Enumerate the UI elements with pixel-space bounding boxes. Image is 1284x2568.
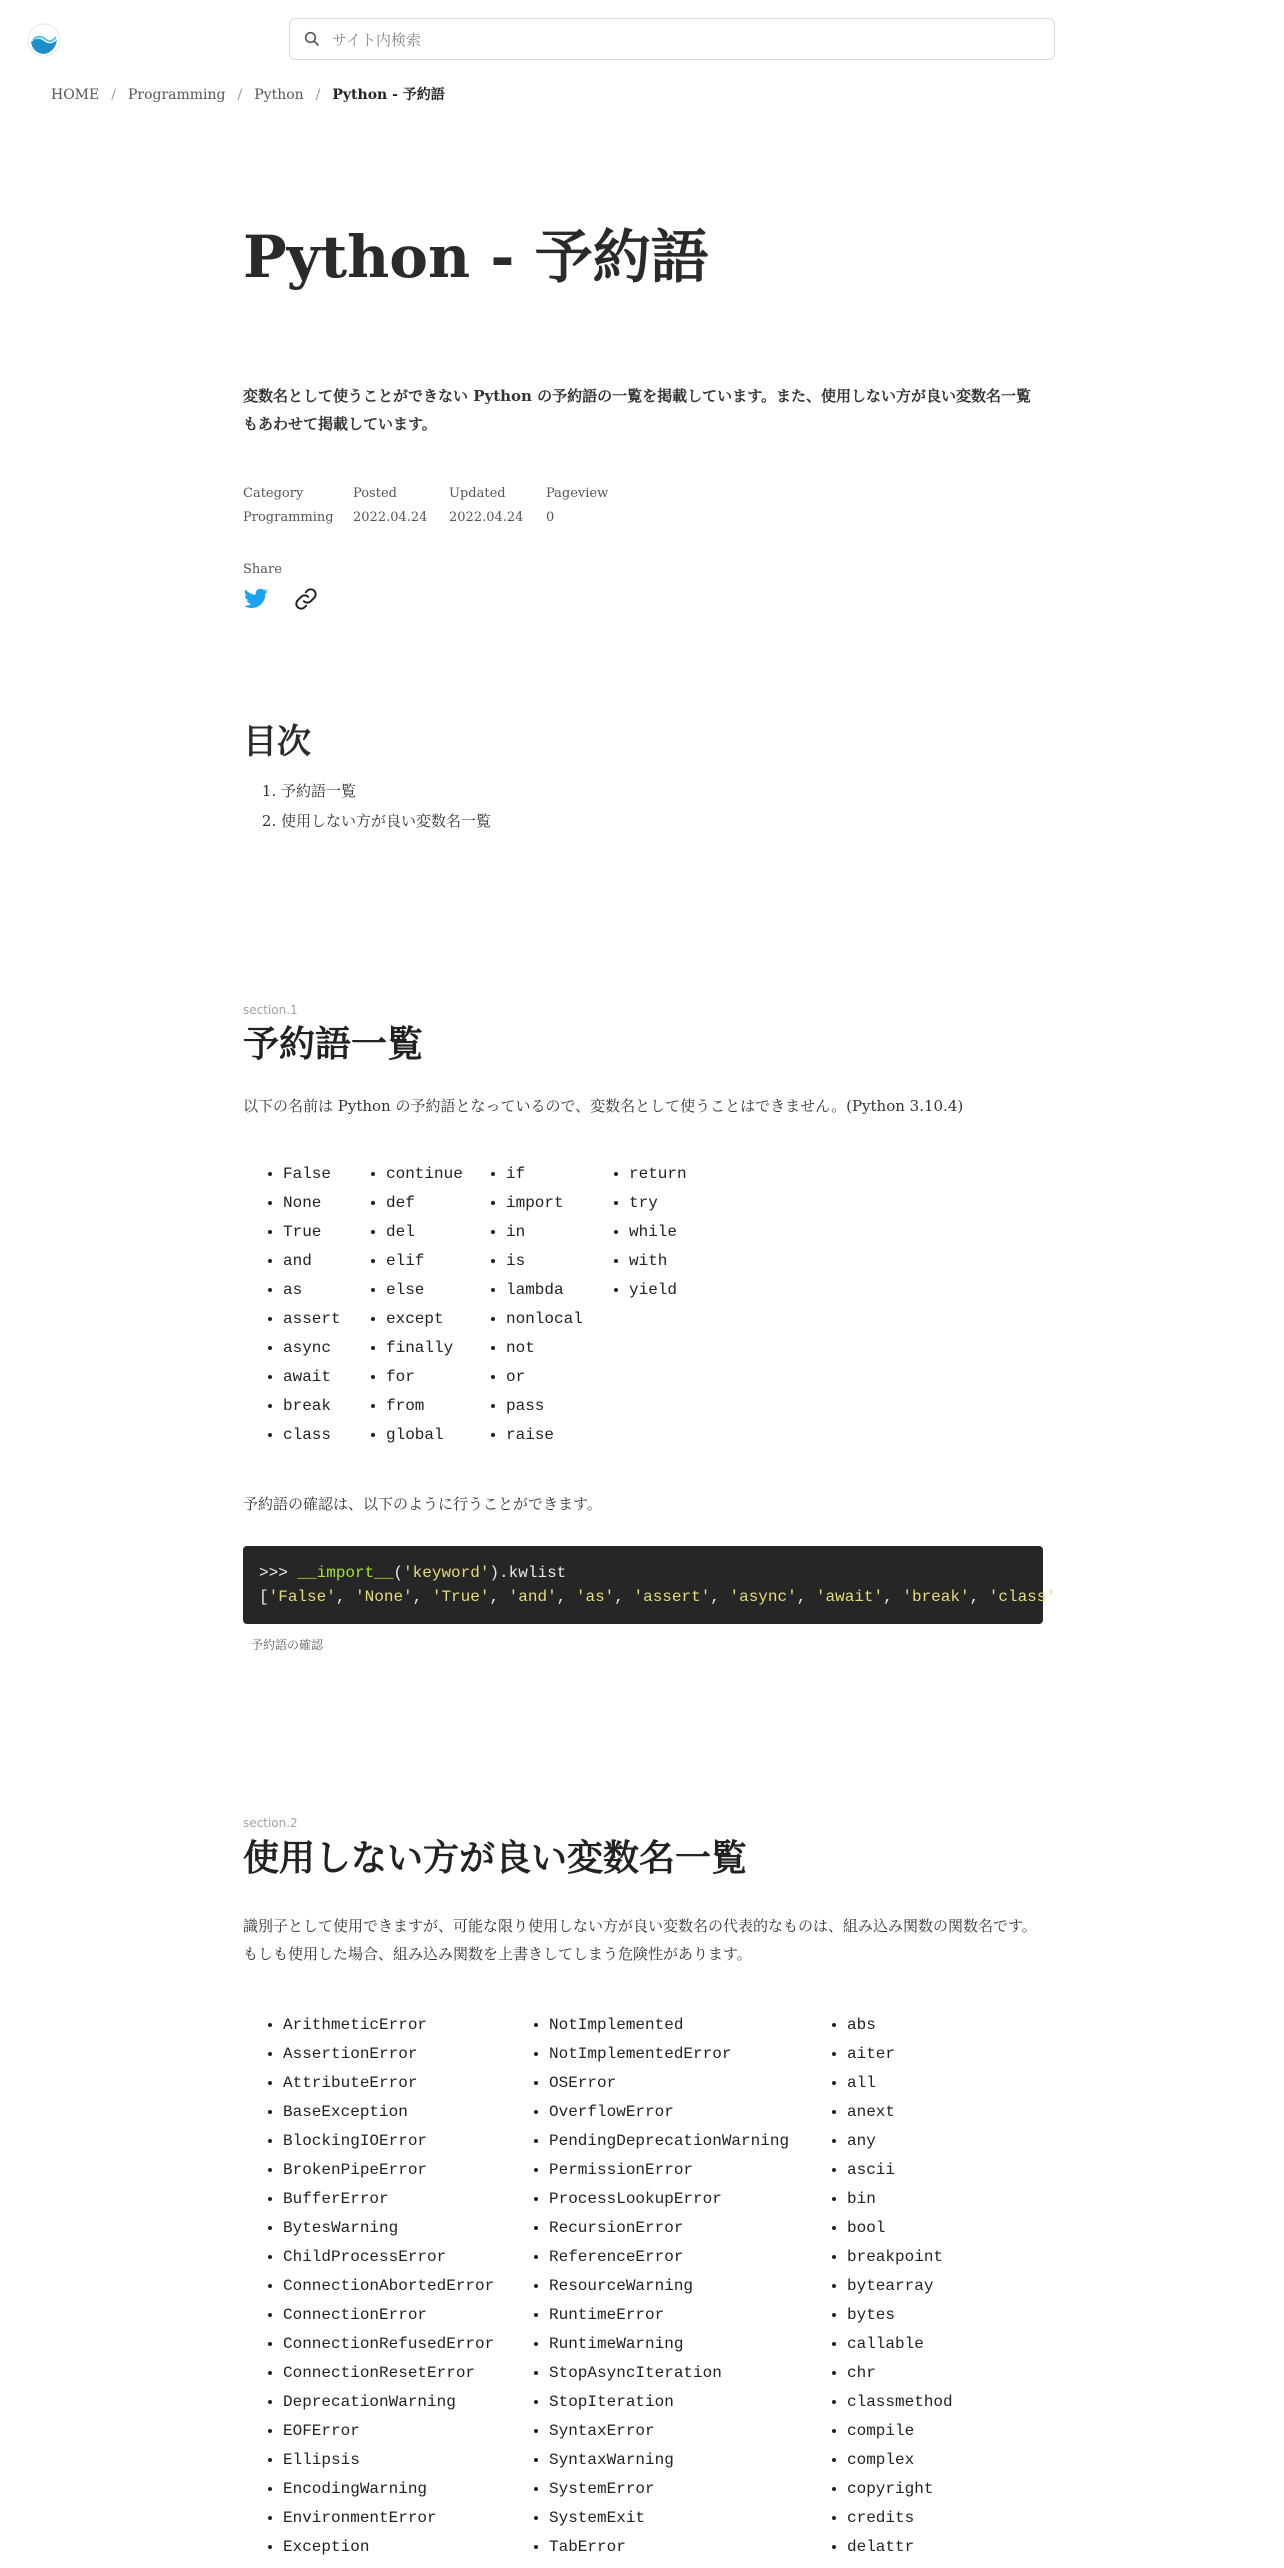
meta-posted-value: 2022.04.24 [353, 510, 428, 525]
list-item: • ConnectionAbortedError [283, 2272, 494, 2301]
list-item: • break [283, 1392, 341, 1421]
meta-category-label: Category [243, 486, 304, 501]
code-block[interactable] [243, 1546, 1056, 1624]
list-item: • AssertionError [283, 2040, 494, 2069]
code-string: 'False' [268, 1588, 336, 1606]
list-item: • bytes [847, 2301, 953, 2330]
breadcrumb-current: Python - 予約語 [332, 87, 445, 103]
list-item: • breakpoint [847, 2243, 953, 2272]
table-of-contents [243, 776, 491, 836]
share-label: Share [243, 562, 282, 577]
list-item: • RecursionError [549, 2214, 789, 2243]
list-item: • BrokenPipeError [283, 2156, 494, 2185]
list-item: • for [386, 1363, 463, 1392]
list-item: • in [506, 1218, 583, 1247]
list-item: • False [283, 1160, 341, 1189]
list-item: • except [386, 1305, 463, 1334]
section-1-check-text: 予約語の確認は、以下のように行うことができます。 [243, 1495, 602, 1513]
list-item: • def [386, 1189, 463, 1218]
list-item: • async [283, 1334, 341, 1363]
list-item: • None [283, 1189, 341, 1218]
list-item: • pass [506, 1392, 583, 1421]
list-item: • del [386, 1218, 463, 1247]
toc-title: 目次 [243, 722, 311, 762]
list-item: • try [629, 1189, 687, 1218]
list-item: • any [847, 2127, 953, 2156]
list-item: • with [629, 1247, 687, 1276]
list-item: • is [506, 1247, 583, 1276]
list-item: • yield [629, 1276, 687, 1305]
list-item: • ProcessLookupError [549, 2185, 789, 2214]
list-item: • assert [283, 1305, 341, 1334]
twitter-icon[interactable] [243, 586, 269, 616]
list-item: • finally [386, 1334, 463, 1363]
list-item: • RuntimeWarning [549, 2330, 789, 2359]
list-item: • NotImplementedError [549, 2040, 789, 2069]
list-item: • compile [847, 2417, 953, 2446]
list-item: • RuntimeError [549, 2301, 789, 2330]
list-item: • chr [847, 2359, 953, 2388]
list-item: • if [506, 1160, 583, 1189]
meta-updated-label: Updated [449, 486, 506, 501]
list-item: • BytesWarning [283, 2214, 494, 2243]
list-item: • StopIteration [549, 2388, 789, 2417]
list-item: • complex [847, 2446, 953, 2475]
list-item: • bool [847, 2214, 953, 2243]
code-string: 'class' [988, 1588, 1056, 1606]
list-item: • SystemError [549, 2475, 789, 2504]
code-string: 'True' [431, 1588, 490, 1606]
list-item: • AttributeError [283, 2069, 494, 2098]
section-2-label: section.2 [243, 1816, 298, 1830]
list-item: • import [506, 1189, 583, 1218]
list-item: • continue [386, 1160, 463, 1189]
list-item: • else [386, 1276, 463, 1305]
list-item: • StopAsyncIteration [549, 2359, 789, 2388]
list-item: • copyright [847, 2475, 953, 2504]
keyword-column-2 [346, 1160, 463, 1450]
breadcrumb: HOME / Programming / Python / Python - 予約語 [51, 87, 445, 103]
list-item: • SyntaxWarning [549, 2446, 789, 2475]
builtin-column-2 [509, 2011, 789, 2562]
code-caption: 予約語の確認 [251, 1638, 324, 1652]
code-string: 'as' [575, 1588, 615, 1606]
list-item: • TabError [549, 2533, 789, 2562]
code-string: 'break' [902, 1588, 970, 1606]
list-item: • SystemExit [549, 2504, 789, 2533]
list-item: • Ellipsis [283, 2446, 494, 2475]
code-string: 'None' [355, 1588, 413, 1606]
list-item: • NotImplemented [549, 2011, 789, 2040]
list-item: • BaseException [283, 2098, 494, 2127]
site-logo-icon[interactable] [26, 22, 62, 58]
section-1-intro: 以下の名前は Python の予約語となっているので、変数名として使うことはできません。(Python 3.10.4) [243, 1097, 964, 1115]
section-2-intro: 識別子として使用できますが、可能な限り使用しない方が良い変数名の代表的なものは、組み込み関数の関数名です。もしも使用した場合、組み込み関数を上書きしてしまう危険性があります。 [243, 1917, 1037, 1963]
meta-category-value[interactable]: Programming [243, 510, 334, 525]
list-item: • BufferError [283, 2185, 494, 2214]
list-item: • credits [847, 2504, 953, 2533]
list-item: • and [283, 1247, 341, 1276]
list-item: • ArithmeticError [283, 2011, 494, 2040]
list-item: • classmethod [847, 2388, 953, 2417]
list-item: • EnvironmentError [283, 2504, 494, 2533]
list-item: • ConnectionResetError [283, 2359, 494, 2388]
list-item: • as [283, 1276, 341, 1305]
list-item: • lambda [506, 1276, 583, 1305]
search-input[interactable] [330, 25, 1034, 55]
list-item: • True [283, 1218, 341, 1247]
article-lead: 変数名として使うことができない Python の予約語の一覧を掲載しています。また、使用しない方が良い変数名一覧もあわせて掲載しています。 [243, 387, 1031, 433]
list-item: • from [386, 1392, 463, 1421]
meta-posted-label: Posted [353, 486, 397, 501]
copy-link-icon[interactable] [293, 586, 319, 616]
list-item: • or [506, 1363, 583, 1392]
list-item: • SyntaxError [549, 2417, 789, 2446]
builtin-column-1 [243, 2011, 494, 2562]
search-icon [304, 31, 320, 47]
list-item: • ReferenceError [549, 2243, 789, 2272]
keyword-column-3 [466, 1160, 583, 1450]
code-line-output: ['False', 'None', 'True', 'and', 'as', 'assert', 'async', 'await', 'break', 'class' [259, 1588, 1056, 1606]
meta-updated-value: 2022.04.24 [449, 510, 524, 525]
code-line-input: >>> __import__('keyword').kwlist [259, 1564, 567, 1582]
breadcrumb-programming[interactable]: Programming [127, 87, 226, 103]
list-item: • ConnectionRefusedError [283, 2330, 494, 2359]
list-item: • BlockingIOError [283, 2127, 494, 2156]
list-item: • return [629, 1160, 687, 1189]
list-item: • nonlocal [506, 1305, 583, 1334]
list-item: • bin [847, 2185, 953, 2214]
list-item: • abs [847, 2011, 953, 2040]
code-string: 'await' [815, 1588, 884, 1606]
meta-pageview-value: 0 [546, 510, 555, 525]
list-item: • OSError [549, 2069, 789, 2098]
meta-pageview-label: Pageview [546, 486, 609, 501]
code-string: 'async' [729, 1588, 797, 1606]
list-item: • ChildProcessError [283, 2243, 494, 2272]
page-title: Python - 予約語 [243, 223, 709, 291]
site-header [0, 0, 1284, 80]
list-item: • class [283, 1421, 341, 1450]
list-item: • await [283, 1363, 341, 1392]
list-item: • PermissionError [549, 2156, 789, 2185]
list-item: • delattr [847, 2533, 953, 2562]
section-1-title: 予約語一覧 [243, 1024, 424, 1065]
toc-item[interactable]: 1. 予約語一覧 [281, 776, 491, 806]
list-item: • Exception [283, 2533, 494, 2562]
list-item: • elif [386, 1247, 463, 1276]
list-item: • aiter [847, 2040, 953, 2069]
list-item: • callable [847, 2330, 953, 2359]
builtin-column-3 [807, 2011, 953, 2562]
list-item: • global [386, 1421, 463, 1450]
keyword-column-4 [589, 1160, 687, 1305]
breadcrumb-python[interactable]: Python [254, 87, 304, 103]
section-2-title: 使用しない方が良い変数名一覧 [243, 1838, 748, 1879]
list-item: • all [847, 2069, 953, 2098]
search-box[interactable] [289, 18, 1055, 60]
list-item: • raise [506, 1421, 583, 1450]
list-item: • ConnectionError [283, 2301, 494, 2330]
list-item: • PendingDeprecationWarning [549, 2127, 789, 2156]
toc-item[interactable]: 2. 使用しない方が良い変数名一覧 [281, 806, 491, 836]
list-item: • EOFError [283, 2417, 494, 2446]
keyword-column-1 [243, 1160, 341, 1450]
list-item: • while [629, 1218, 687, 1247]
list-item: • not [506, 1334, 583, 1363]
list-item: • OverflowError [549, 2098, 789, 2127]
list-item: • DeprecationWarning [283, 2388, 494, 2417]
code-string: 'assert' [633, 1588, 711, 1606]
section-1-label: section.1 [243, 1003, 298, 1017]
list-item: • EncodingWarning [283, 2475, 494, 2504]
list-item: • ResourceWarning [549, 2272, 789, 2301]
list-item: • ascii [847, 2156, 953, 2185]
list-item: • anext [847, 2098, 953, 2127]
list-item: • bytearray [847, 2272, 953, 2301]
code-string: 'and' [508, 1588, 557, 1606]
breadcrumb-home[interactable]: HOME [51, 87, 100, 103]
